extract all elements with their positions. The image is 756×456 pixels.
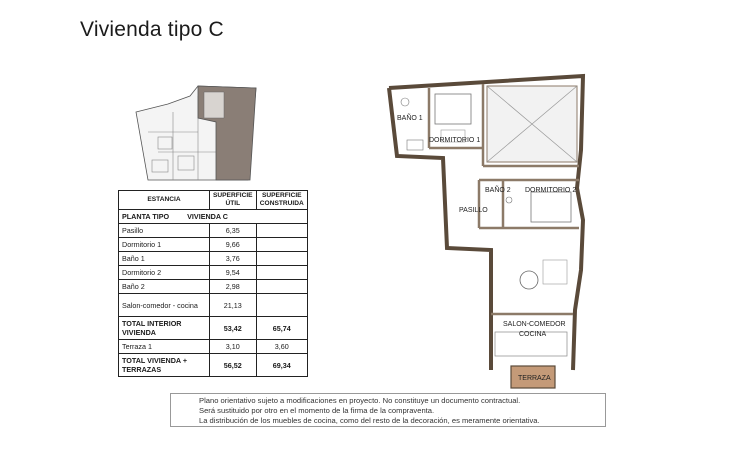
label-bano1: BAÑO 1 xyxy=(397,115,423,122)
page-title: Vivienda tipo C xyxy=(80,18,224,41)
note-line: Será sustituido por otro en el momento de la firma de la compraventa. xyxy=(199,406,435,415)
label-terraza: TERRAZA xyxy=(518,375,551,382)
row-name: Baño 2 xyxy=(119,280,210,294)
label-dormitorio2: DORMITORIO 2 xyxy=(525,187,577,194)
col-util: SUPERFICIE ÚTIL xyxy=(210,191,257,210)
section-label: PLANTA TIPO xyxy=(122,212,170,221)
key-plan-thumbnail xyxy=(128,82,264,182)
floor-plan xyxy=(383,70,613,400)
note-line: Plano orientativo sujeto a modificaciones en proyecto. No constituye un documento contractual. xyxy=(199,396,521,405)
row-util: 3,10 xyxy=(210,340,257,354)
col-construida: SUPERFICIE CONSTRUIDA xyxy=(256,191,307,210)
col-estancia: ESTANCIA xyxy=(119,191,210,210)
label-pasillo: PASILLO xyxy=(459,207,488,214)
row-util: 9,66 xyxy=(210,238,257,252)
row-construida xyxy=(256,280,307,294)
label-bano2: BAÑO 2 xyxy=(485,187,511,194)
row-util: 21,13 xyxy=(210,294,257,317)
surface-table xyxy=(118,190,308,377)
row-construida xyxy=(256,266,307,280)
table-row xyxy=(119,238,308,252)
section-type: VIVIENDA C xyxy=(187,212,228,221)
row-name: TOTAL INTERIOR VIVIENDA xyxy=(119,317,210,340)
row-construida: 69,34 xyxy=(256,354,307,377)
row-name: Dormitorio 1 xyxy=(119,238,210,252)
row-name: Pasillo xyxy=(119,224,210,238)
table-row-total-terrazas xyxy=(119,354,308,377)
table-row-total-interior xyxy=(119,317,308,340)
table-row xyxy=(119,266,308,280)
row-util: 9,54 xyxy=(210,266,257,280)
label-salon: SALON-COMEDOR xyxy=(503,321,566,328)
row-construida xyxy=(256,294,307,317)
section-row xyxy=(119,210,308,224)
row-util: 3,76 xyxy=(210,252,257,266)
table-row xyxy=(119,294,308,317)
label-cocina: COCINA xyxy=(519,331,547,338)
row-construida: 65,74 xyxy=(256,317,307,340)
row-util: 53,42 xyxy=(210,317,257,340)
row-name: Terraza 1 xyxy=(119,340,210,354)
row-name: Dormitorio 2 xyxy=(119,266,210,280)
table-row xyxy=(119,252,308,266)
row-construida xyxy=(256,252,307,266)
row-construida xyxy=(256,238,307,252)
disclaimer-box xyxy=(170,393,606,427)
row-name: Baño 1 xyxy=(119,252,210,266)
row-name: Salon-comedor - cocina xyxy=(119,294,210,317)
row-construida: 3,60 xyxy=(256,340,307,354)
table-row-terraza xyxy=(119,340,308,354)
row-util: 56,52 xyxy=(210,354,257,377)
table-row xyxy=(119,280,308,294)
row-construida xyxy=(256,224,307,238)
label-dormitorio1: DORMITORIO 1 xyxy=(429,137,481,144)
row-name: TOTAL VIVIENDA + TERRAZAS xyxy=(119,354,210,377)
table-row xyxy=(119,224,308,238)
row-util: 2,98 xyxy=(210,280,257,294)
row-util: 6,35 xyxy=(210,224,257,238)
note-line: La distribución de los muebles de cocina, como del resto de la decoración, es meramente orientativa. xyxy=(199,416,540,425)
